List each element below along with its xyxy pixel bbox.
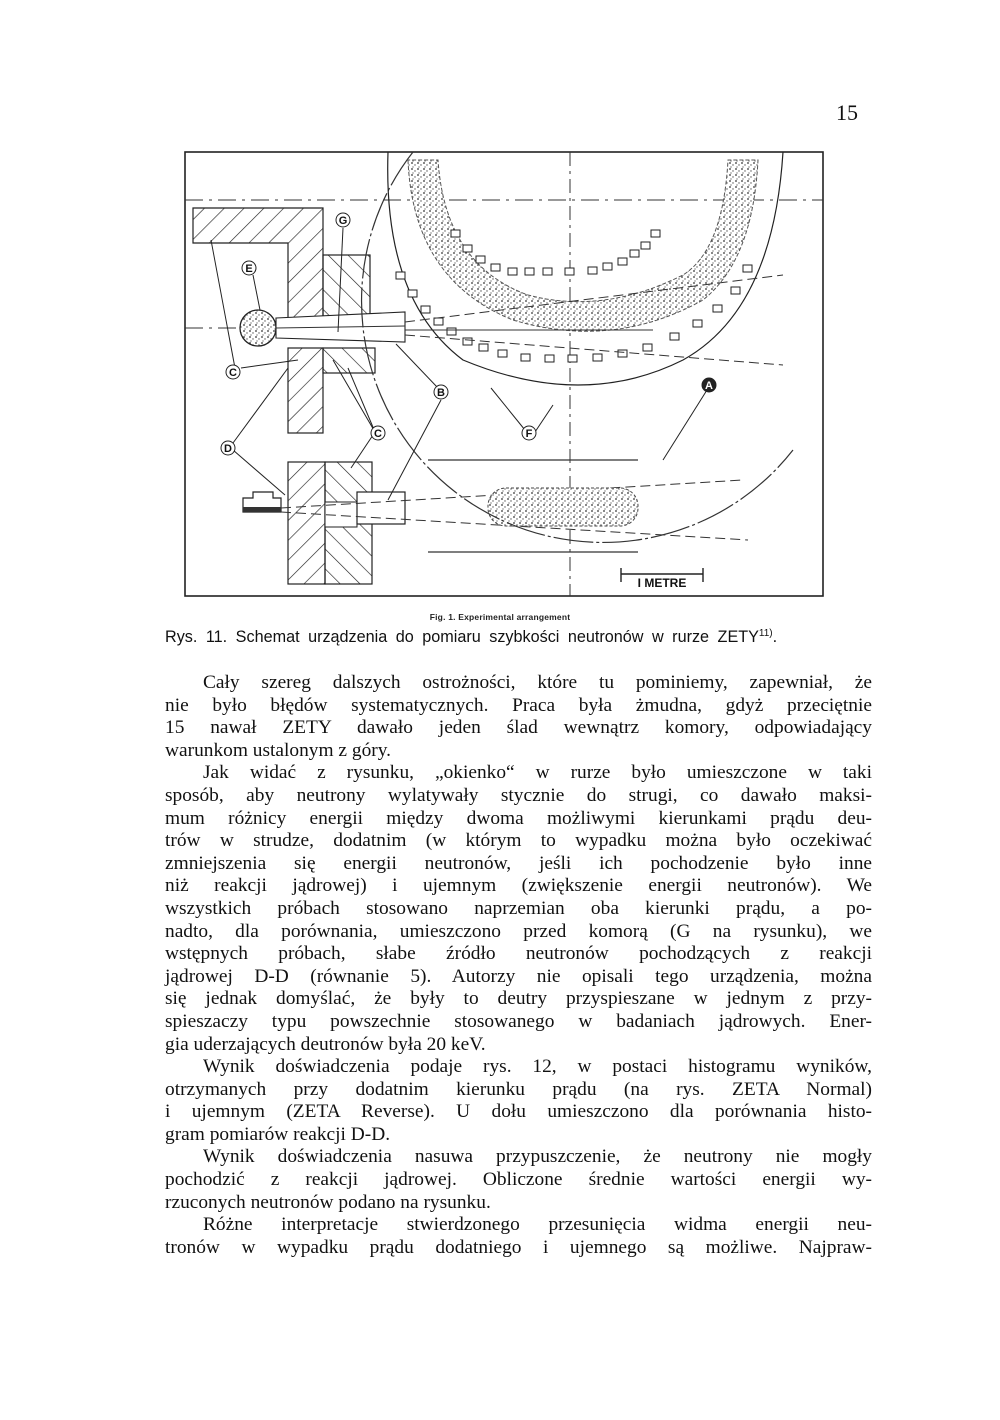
label-d: D — [224, 443, 232, 455]
page-number: 15 — [836, 100, 858, 125]
label-b: B — [437, 387, 445, 399]
text-line: rzuconych neutronów podano na rysunku. — [165, 1191, 491, 1213]
figure-caption-text: Schemat urządzenia do pomiaru szybkości neutronów w rurze ZETY — [227, 628, 759, 646]
text-line: trów w strudze, dodatnim (w którym to wypadku można było oczekiwać — [165, 830, 872, 852]
text-line: Jak widać z rysunku, „okienko“ w rurze było umieszczone w taki — [203, 762, 872, 784]
text-line: spieszaczy typu powszechnie stosowanego w badaniach jądrowych. Ener- — [165, 1010, 872, 1032]
text-line: zmniejszenia się energii neutronów, jeśli ich pochodzenie było inne — [165, 852, 872, 874]
figure-caption-end: . — [772, 628, 778, 646]
text-line: jądrowej D-D (równanie 5). Autorzy nie opisali tego urządzenia, można — [165, 965, 872, 987]
text-line: gia uderzających deutronów była 20 keV. — [165, 1033, 486, 1055]
label-f: F — [525, 428, 533, 440]
text-line: wstępnych próbach, słabe źródło neutronów pochodzących z reakcji — [165, 943, 872, 965]
text-line: nie było błędów systematycznych. Praca była żmudna, gdyż przeciętnie — [165, 694, 872, 716]
text-line: Wynik doświadczenia nasuwa przypuszczenie, że neutrony nie mogły — [203, 1146, 872, 1168]
text-line: się jednak domyślać, że były to deutry przyspieszane w jednym z przy- — [165, 988, 872, 1010]
text-line: otrzymanych przy dodatnim kierunku prądu (na rys. ZETA Normal) — [165, 1078, 872, 1100]
label-g: G — [338, 215, 348, 227]
text-line: niż reakcji jądrowej) i ujemnym (zwiększenie energii neutronów). We — [165, 875, 872, 897]
scale-bar-label: I METRE — [637, 576, 687, 590]
label-e: E — [245, 263, 253, 275]
reference-superscript: 11) — [758, 628, 773, 639]
figure-caption-label: Rys. 11. — [165, 628, 228, 646]
text-line: i ujemnym (ZETA Reverse). U dołu umieszczono dla porównania histo- — [165, 1101, 872, 1123]
figure-caption — [165, 628, 865, 647]
label-c-bottom: C — [374, 428, 382, 440]
text-line: mum różnicy energii między dwoma możliwymi kierunkami prądu deu- — [165, 807, 872, 829]
text-line: nadto, dla porównania, umieszczono przed komorą (G na rysunku), we — [165, 920, 872, 942]
experimental-arrangement-figure — [183, 150, 825, 600]
schematic-diagram — [183, 150, 825, 600]
label-c-left: C — [229, 367, 237, 379]
text-line: sposób, aby neutrony wylatywały stycznie do strugi, co dawało maksi- — [165, 784, 872, 806]
text-line: gram pomiarów reakcji D-D. — [165, 1123, 391, 1145]
label-a: A — [705, 380, 713, 392]
text-line: Cały szereg dalszych ostrożności, które tu pominiemy, zapewniał, że — [203, 672, 872, 693]
text-line: Różne interpretacje stwierdzonego przesunięcia widma energii neu- — [203, 1214, 872, 1236]
body-text — [165, 672, 872, 1259]
text-line: warunkom ustalonym z góry. — [165, 739, 392, 761]
text-line: 15 nawał ZETY dawało jeden ślad wewnątrz komory, odpowiadający — [165, 717, 872, 739]
figure-original-caption: Fig. 1. Experimental arrangement — [429, 612, 571, 622]
text-line: wszystkich próbach stosowano naprzemian oba kierunki prądu, a po- — [165, 897, 872, 919]
text-line: tronów w wypadku prądu dodatniego i ujemnego są możliwe. Najpraw- — [165, 1236, 872, 1258]
text-line: pochodzić z reakcji jądrowej. Obliczone średnie wartości energii wy- — [165, 1169, 872, 1191]
text-line: Wynik doświadczenia podaje rys. 12, w postaci histogramu wyników, — [203, 1056, 872, 1078]
